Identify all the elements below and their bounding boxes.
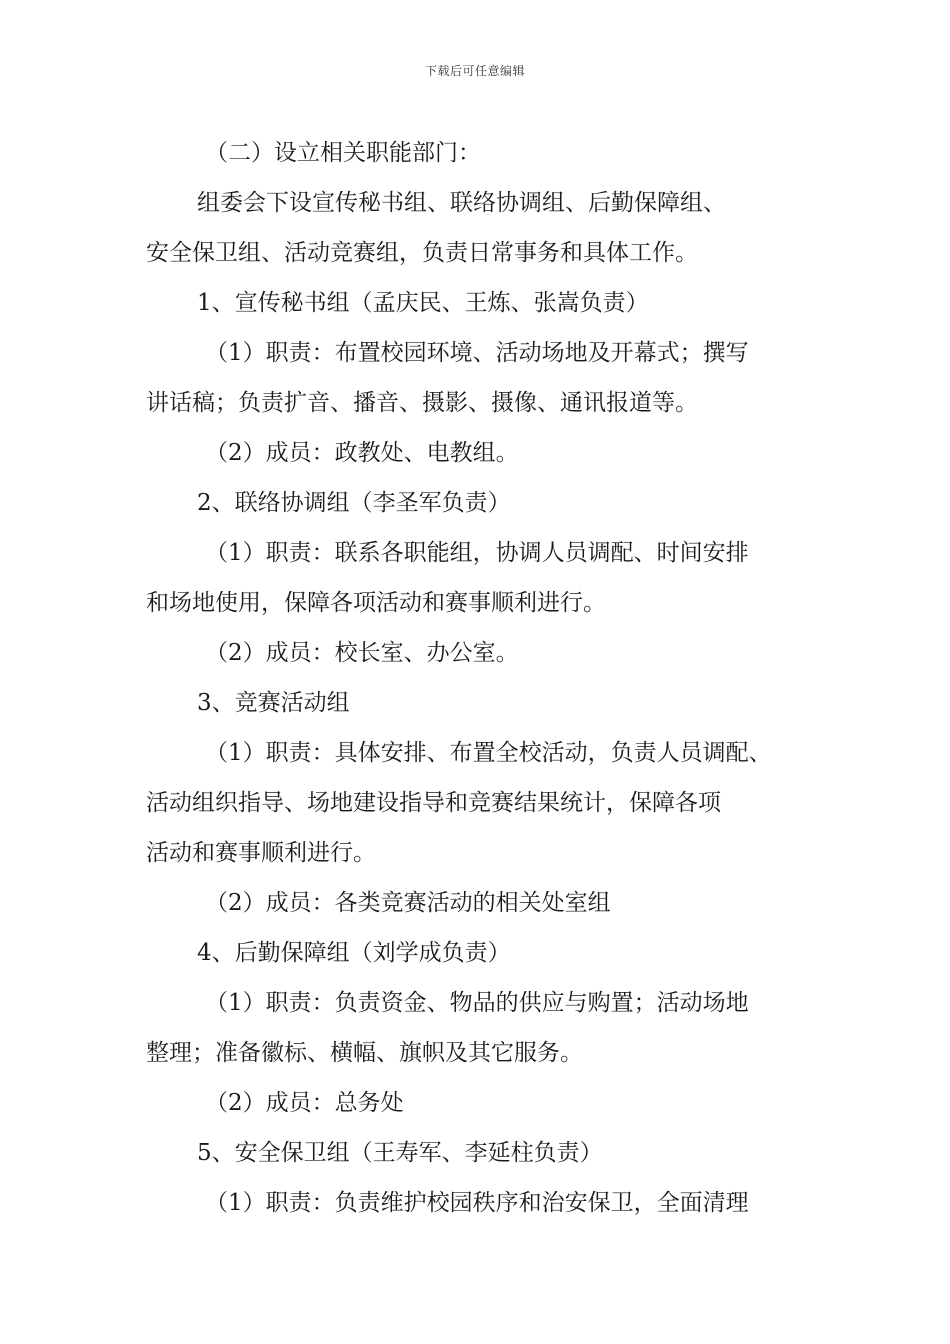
subsection-heading: 5、安全保卫组（王寿军、李延柱负责） <box>197 1140 603 1166</box>
paragraph-line: （2）成员：各类竞赛活动的相关处室组 <box>205 890 611 916</box>
paragraph-line: 整理；准备徽标、横幅、旗帜及其它服务。 <box>146 1040 583 1066</box>
paragraph-line: （2）成员：校长室、办公室。 <box>205 640 519 666</box>
subsection-heading: 1、宣传秘书组（孟庆民、王炼、张嵩负责） <box>197 290 649 316</box>
subsection-heading: 4、后勤保障组（刘学成负责） <box>197 940 511 966</box>
paragraph-line: 讲话稿；负责扩音、播音、摄影、摄像、通讯报道等。 <box>146 390 698 416</box>
paragraph-line: （2）成员：总务处 <box>205 1090 404 1116</box>
paragraph-line: （1）职责：负责资金、物品的供应与购置；活动场地 <box>205 990 749 1016</box>
paragraph-line: （1）职责：具体安排、布置全校活动，负责人员调配、 <box>205 740 772 766</box>
paragraph-line: （1）职责：布置校园环境、活动场地及开幕式；撰写 <box>205 340 749 366</box>
subsection-heading: 3、竞赛活动组 <box>197 690 350 716</box>
paragraph-line: （1）职责：联系各职能组，协调人员调配、时间安排 <box>205 540 749 566</box>
page-header: 下载后可任意编辑 <box>424 64 525 78</box>
paragraph-line: 安全保卫组、活动竞赛组，负责日常事务和具体工作。 <box>146 240 698 266</box>
paragraph-line: 活动和赛事顺利进行。 <box>146 840 376 866</box>
paragraph-line: 活动组织指导、场地建设指导和竞赛结果统计，保障各项 <box>146 790 721 816</box>
paragraph-line: 组委会下设宣传秘书组、联络协调组、后勤保障组、 <box>197 190 726 216</box>
paragraph-line: （2）成员：政教处、电教组。 <box>205 440 519 466</box>
paragraph-line: 和场地使用，保障各项活动和赛事顺利进行。 <box>146 590 606 616</box>
section-heading: （二）设立相关职能部门： <box>205 140 481 166</box>
paragraph-line: （1）职责：负责维护校园秩序和治安保卫，全面清理 <box>205 1190 749 1216</box>
subsection-heading: 2、联络协调组（李圣军负责） <box>197 490 511 516</box>
